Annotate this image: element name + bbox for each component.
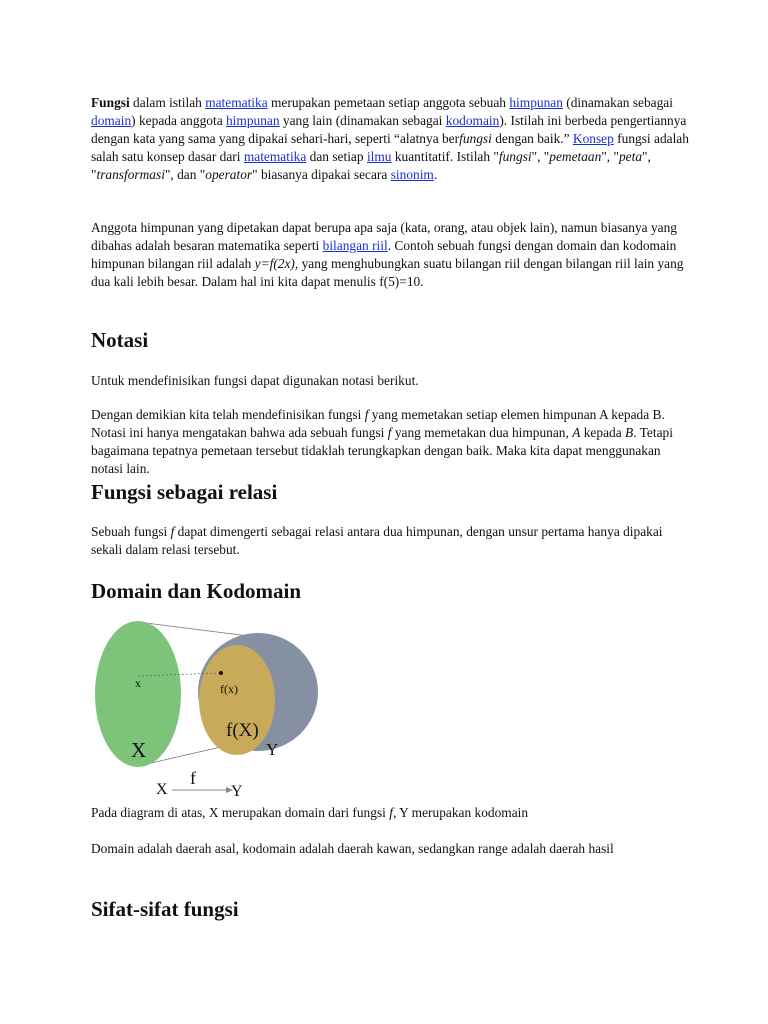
link-konsep[interactable]: Konsep (572, 131, 614, 146)
text: yang lain (dinamakan sebagai (279, 113, 446, 128)
formula: y=f(2x) (254, 256, 295, 271)
link-matematika[interactable]: matematika (205, 95, 268, 110)
italic-text: A (572, 425, 581, 440)
text: dalam istilah (129, 95, 206, 110)
heading-fungsi-relasi: Fungsi sebagai relasi (91, 480, 278, 504)
text: ) kepada anggota (131, 113, 226, 128)
label-arrow-from: X (156, 781, 168, 798)
text: kepada (580, 425, 626, 440)
text: ", " (531, 149, 550, 164)
text: Pada diagram di atas, X merupakan domain dari fungsi (91, 805, 390, 820)
link-sinonim[interactable]: sinonim (390, 167, 434, 182)
text: dapat dimengerti sebagai relasi antara dua himpunan, dengan unsur pertama hanya dipakai sekali dalam relasi tersebut. (91, 524, 663, 557)
notasi-intro: Untuk mendefinisikan fungsi dapat digunakan notasi berikut. (91, 373, 419, 388)
label-arrow-f: f (190, 768, 196, 788)
text: " biasanya dipakai secara (252, 167, 391, 182)
italic-text: fungsi (459, 131, 492, 146)
link-kodomain[interactable]: kodomain (445, 113, 500, 128)
text: . Contoh sebuah fungsi dengan domain dan kodomain himpunan bilangan riil adalah (91, 238, 677, 271)
domain-definition: Domain adalah daerah asal, kodomain adalah daerah kawan, sedangkan range adalah daerah hasil (91, 841, 614, 856)
text: (dinamakan sebagai (562, 95, 673, 110)
text: merupakan pemetaan setiap anggota sebuah (267, 95, 510, 110)
domain-codomain-diagram (80, 612, 340, 804)
term-bold: Fungsi (91, 95, 130, 110)
italic-text: f (170, 524, 175, 539)
italic-text: pemetaan (549, 149, 602, 164)
italic-text: f (364, 407, 369, 422)
text: ", dan " (164, 167, 206, 182)
text: Dengan demikian kita telah mendefinisikan fungsi (91, 407, 365, 422)
italic-text: f (389, 805, 393, 820)
text: Sebuah fungsi (91, 524, 171, 539)
label-domain-X: X (131, 738, 147, 762)
heading-notasi: Notasi (91, 328, 149, 352)
notasi-paragraph (91, 406, 691, 478)
label-large-fx: f(X) (226, 720, 259, 741)
text: ", " (91, 149, 651, 182)
link-himpunan-2[interactable]: himpunan (225, 113, 280, 128)
image-point (219, 671, 223, 675)
heading-domain-kodomain: Domain dan Kodomain (91, 579, 302, 603)
link-matematika-2[interactable]: matematika (243, 149, 307, 164)
text: Anggota himpunan yang dipetakan dapat berupa apa saja (kata, orang, atau objek lain), namun biasanya yang dibahas adalah besaran matematika seperti (91, 220, 678, 253)
text: . Tetapi bagaimana tepatnya pemetaan tersebut tidaklah terungkapkan dengan baik. Maka kita dapat menggunakan notasi lain. (91, 425, 673, 476)
intro-paragraph (91, 94, 691, 184)
relasi-paragraph (91, 523, 691, 559)
text: , Y merupakan kodomain (392, 805, 529, 820)
diagram-caption (91, 804, 691, 822)
label-codomain-Y: Y (266, 740, 279, 759)
text: dan setiap (306, 149, 367, 164)
label-small-x: x (135, 676, 141, 690)
link-bilangan-riil[interactable]: bilangan riil (322, 238, 388, 253)
italic-text: operator (205, 167, 253, 182)
label-small-fx: f(x) (220, 682, 238, 696)
text: ). Istilah ini berbeda pengertiannya dengan kata yang sama yang dipakai sehari-hari, seperti “alatnya ber (91, 113, 687, 146)
text: , yang menghubungkan suatu bilangan riil dengan bilangan riil lain yang dua kali lebih besar. Dalam hal ini kita dapat menulis f(5)=10. (91, 256, 684, 289)
text: yang memetakan dua himpunan, (391, 425, 573, 440)
text: dengan baik.” (491, 131, 573, 146)
text: kuantitatif. Istilah " (391, 149, 499, 164)
italic-text: f (387, 425, 392, 440)
diagram-svg (80, 612, 340, 804)
heading-sifat-fungsi: Sifat-sifat fungsi (91, 897, 239, 921)
text: ", " (601, 149, 619, 164)
text: yang memetakan setiap elemen himpunan A kepada B. Notasi ini hanya mengatakan bahwa ada sebuah fungsi (91, 407, 665, 440)
label-arrow-to: Y (231, 783, 243, 800)
text: . (433, 167, 438, 182)
link-himpunan[interactable]: himpunan (509, 95, 563, 110)
link-ilmu[interactable]: ilmu (366, 149, 392, 164)
link-domain[interactable]: domain (91, 113, 132, 128)
italic-text: fungsi (498, 149, 532, 164)
text: fungsi adalah salah satu konsep dasar dari (91, 131, 689, 164)
italic-text: transformasi (96, 167, 165, 182)
italic-text: B (625, 425, 634, 440)
italic-text: peta (618, 149, 643, 164)
example-paragraph (91, 219, 691, 291)
